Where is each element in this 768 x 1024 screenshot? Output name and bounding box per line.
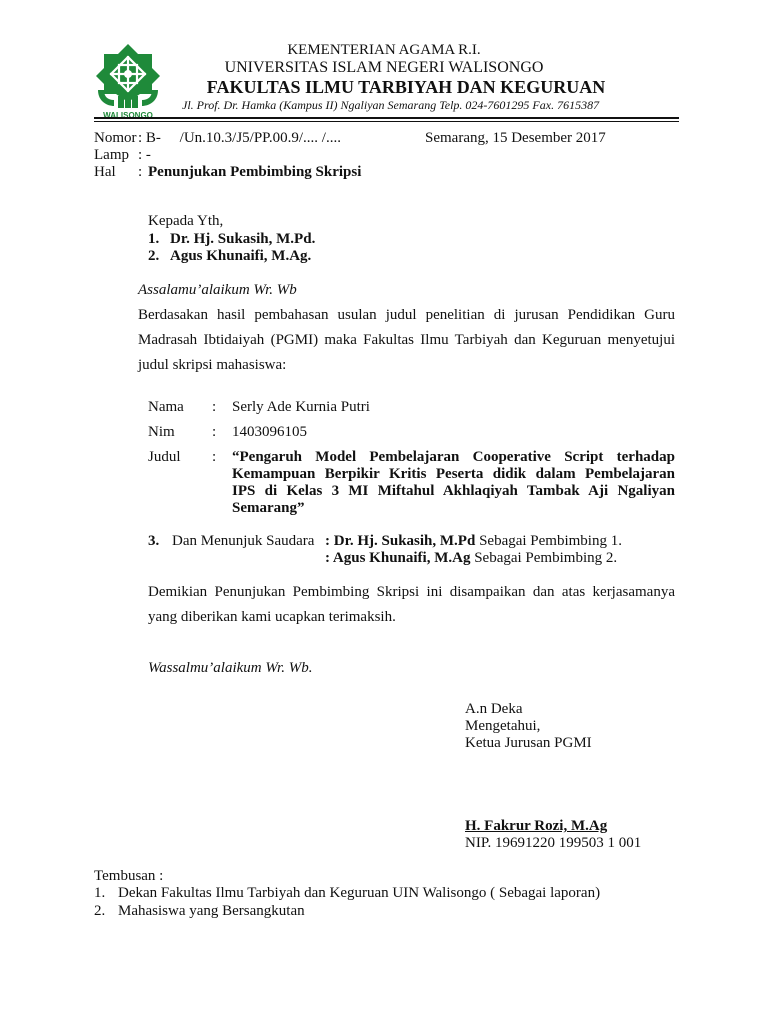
pembimbing-1 [325, 533, 622, 550]
tembusan-num-1: 1. [94, 885, 106, 901]
nama-value: Serly Ade Kurnia Putri [232, 399, 370, 415]
pembimbing-2-role: Sebagai Pembimbing 2. [470, 550, 618, 566]
lamp-label: Lamp [94, 147, 129, 163]
tembusan-item-2: Mahasiswa yang Bersangkutan [118, 903, 305, 919]
addressee-name-1: Dr. Hj. Sukasih, M.Pd. [170, 231, 316, 247]
signature-mengetahui: Mengetahui, [465, 718, 541, 734]
lamp-value: : - [138, 147, 151, 163]
hal-separator: : [138, 164, 143, 180]
ministry-name: KEMENTERIAN AGAMA R.I. [287, 42, 481, 58]
nim-separator: : [212, 424, 217, 440]
pembimbing-2-name: : Agus Khunaifi, M.Ag [325, 550, 471, 566]
pembimbing-1-name: : Dr. Hj. Sukasih, M.Pd [325, 533, 476, 549]
body-line-3: judul skripsi mahasiswa: [138, 357, 287, 373]
tembusan-title: Tembusan : [94, 868, 164, 884]
kepada-yth: Kepada Yth, [148, 213, 224, 229]
greeting: Assalamu’alaikum Wr. Wb [138, 282, 297, 298]
nim-value: 1403096105 [232, 424, 307, 440]
university-name: UNIVERSITAS ISLAM NEGERI WALISONGO [224, 59, 544, 76]
signature-an: A.n Deka [465, 701, 523, 717]
appoint-num: 3. [148, 533, 160, 549]
closing-line-2: yang diberikan kami ucapkan terimaksih. [148, 609, 396, 625]
pembimbing-1-role: Sebagai Pembimbing 1. [475, 533, 622, 549]
addressee-num-2: 2. [148, 248, 160, 264]
tembusan-item-1: Dekan Fakultas Ilmu Tarbiyah dan Keguruan UIN Walisongo ( Sebagai laporan) [118, 885, 601, 901]
nomor-value: : B- /Un.10.3/J5/PP.00.9/.... /.... [138, 130, 341, 146]
judul-line-1: “Pengaruh Model Pembelajaran Cooperative Script terhadap [232, 449, 675, 465]
appoint-text: Dan Menunjuk Saudara [172, 533, 315, 549]
closing-line-1: Demikian Penunjukan Pembimbing Skripsi ini disampaikan dan atas kerjasamanya [148, 584, 675, 600]
addressee-num-1: 1. [148, 231, 160, 247]
farewell: Wassalmu’alaikum Wr. Wb. [148, 660, 313, 676]
subject: Penunjukan Pembimbing Skripsi [148, 164, 362, 180]
nama-label: Nama [148, 399, 184, 415]
logo-wordmark: WALISONGO [103, 111, 153, 120]
signature-position: Ketua Jurusan PGMI [465, 735, 592, 751]
faculty-address: Jl. Prof. Dr. Hamka (Kampus II) Ngaliyan Semarang Telp. 024-7601295 Fax. 7615387 [182, 98, 600, 112]
judul-label: Judul [148, 449, 181, 465]
judul-separator: : [212, 449, 217, 465]
body-line-2: Madrasah Ibtidaiyah (PGMI) maka Fakultas Ilmu Tarbiyah dan Keguruan menyetujui [138, 332, 675, 348]
judul-line-3: IPS di Kelas 3 MI Miftahul Akhlaqiyah Tambak Aji Ngaliyan [232, 483, 675, 499]
nomor-label: Nomor [94, 130, 137, 146]
judul-line-2: Kemampuan Berpikir Kritis Peserta didik dalam Pembelajaran [232, 466, 675, 482]
signatory-name: H. Fakrur Rozi, M.Ag [465, 818, 608, 834]
signatory-nip: NIP. 19691220 199503 1 001 [465, 835, 642, 851]
hal-label: Hal [94, 164, 116, 180]
pembimbing-2 [325, 550, 617, 567]
judul-line-4: Semarang” [232, 500, 305, 516]
letter-date: Semarang, 15 Desember 2017 [425, 130, 606, 146]
nama-separator: : [212, 399, 217, 415]
header-divider [94, 117, 679, 122]
faculty-name: FAKULTAS ILMU TARBIYAH DAN KEGURUAN [206, 77, 606, 97]
tembusan-num-2: 2. [94, 903, 106, 919]
addressee-name-2: Agus Khunaifi, M.Ag. [170, 248, 312, 264]
body-line-1: Berdasakan hasil pembahasan usulan judul penelitian di jurusan Pendidikan Guru [138, 307, 675, 323]
nim-label: Nim [148, 424, 175, 440]
